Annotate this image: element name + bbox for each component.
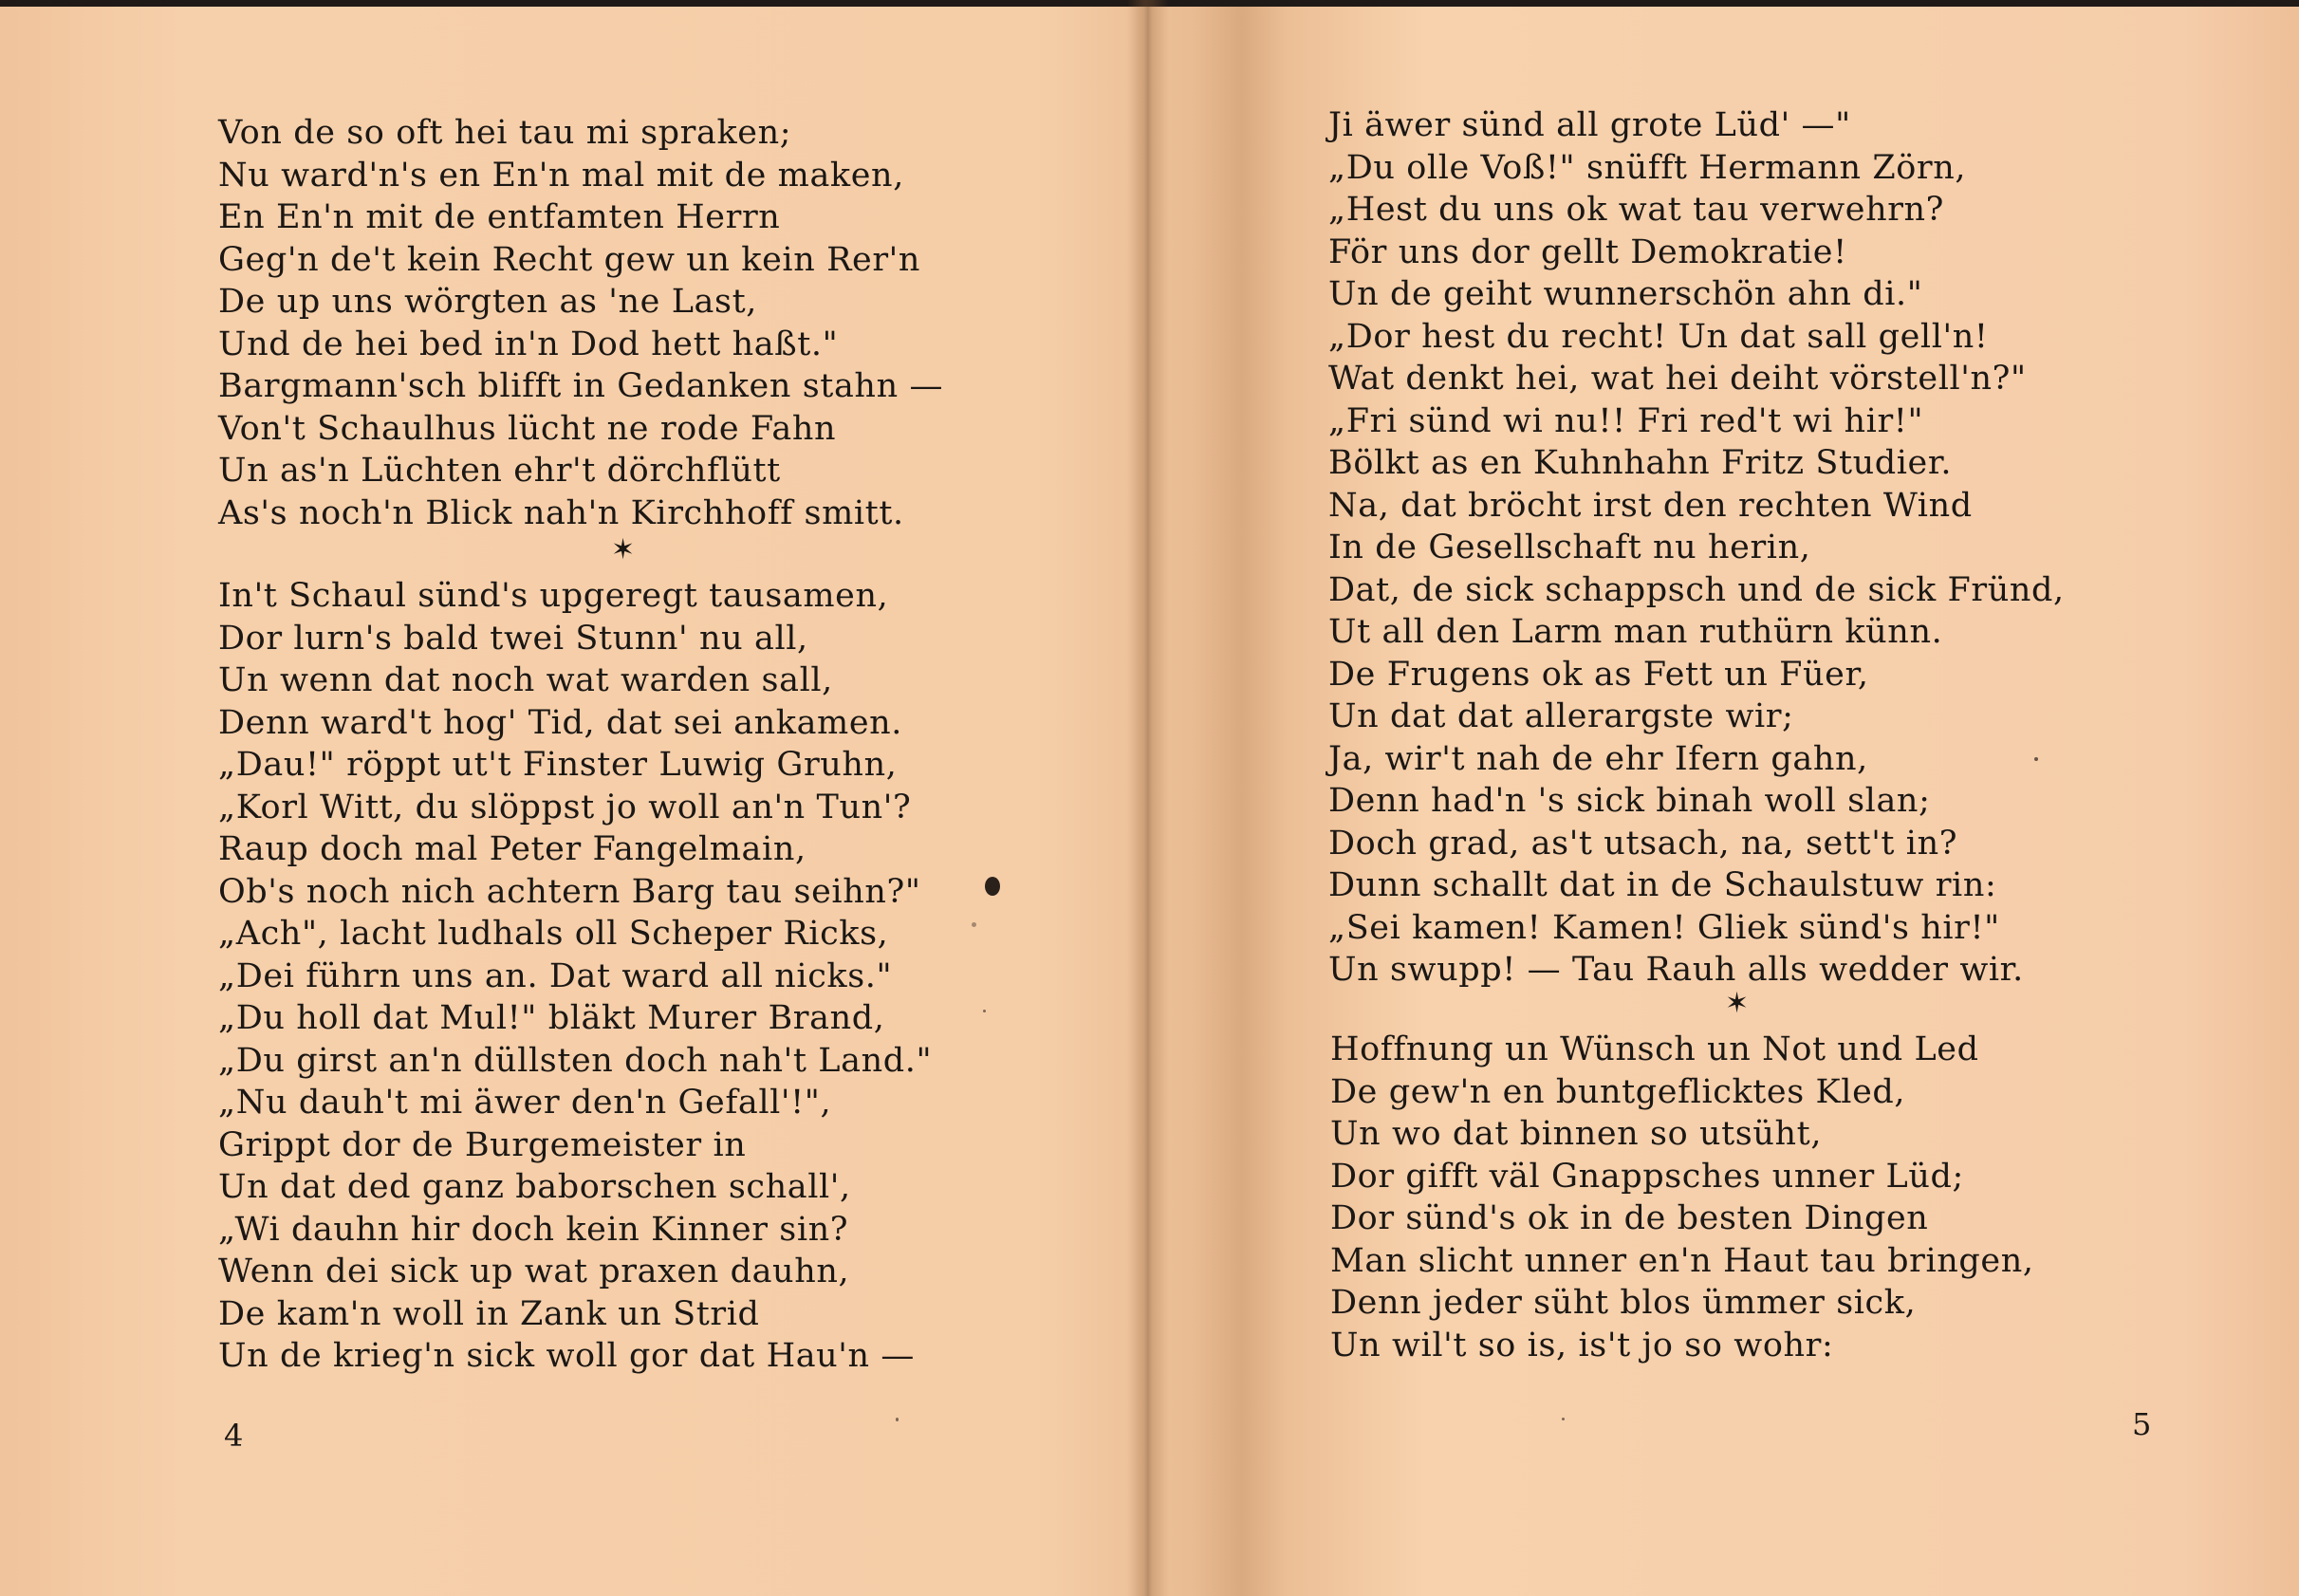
text-line: Dat, de sick schappsch und de sick Fründ, [1328,570,2065,609]
right-stanza-1 [1328,104,2065,992]
text-line: Denn ward't hog' Tid, dat sei ankamen. [218,703,903,742]
text-line: Un dat dat allerargste wir; [1328,697,1794,735]
text-line: Geg'n de't kein Recht gew un kein Rer'n [218,240,921,279]
text-line: „Dei führn uns an. Dat ward all nicks." [218,956,893,995]
text-line: Ji äwer sünd all grote Lüd' —" [1328,106,1851,144]
text-line: „Sei kamen! Kamen! Gliek sünd's hir!" [1328,908,2000,947]
text-line: Un wenn dat noch wat warden sall, [218,661,833,699]
text-line: Bargmann'sch blifft in Gedanken stahn — [218,367,944,405]
separator-star-icon: ✶ [611,533,636,566]
text-line: Von't Schaulhus lücht ne rode Fahn [218,409,837,448]
text-line: „Dau!" röppt ut't Finster Luwig Gruhn, [218,746,898,784]
text-line: Von de so oft hei tau mi spraken; [218,114,792,152]
text-line: „Du olle Voß!" snüfft Hermann Zörn, [1328,148,1967,187]
text-line: Ut all den Larm man ruthürn künn. [1328,613,1943,651]
text-line: Un swupp! — Tau Rauh alls wedder wir. [1328,951,2024,989]
ink-speck [972,922,976,927]
left-stanza-2 [218,575,932,1378]
left-stanza-1 [218,112,943,534]
right-page [1159,0,2299,1596]
text-line: Und de hei bed in'n Dod hett haßt." [218,325,839,363]
text-line: „Korl Witt, du slöppst jo woll an'n Tun'? [218,788,912,826]
text-line: Doch grad, as't utsach, na, sett't in? [1328,824,1958,863]
text-line: „Du girst an'n düllsten doch nah't Land." [218,1041,933,1080]
text-line: Na, dat bröcht irst den rechten Wind [1328,486,1973,525]
text-line: Denn had'n 's sick binah woll slan; [1328,782,1931,820]
separator-star-icon: ✶ [1725,987,1750,1020]
ink-speck [1562,1418,1565,1420]
text-line: „Fri sünd wi nu!! Fri red't wi hir!" [1328,401,1924,440]
text-line: Dor sünd's ok in de besten Dingen [1330,1199,1929,1237]
text-line: In de Gesellschaft nu herin, [1328,529,1811,566]
text-line: De Frugens ok as Fett un Füer, [1328,655,1869,694]
ink-blot [985,877,1000,896]
text-line: Wat denkt hei, wat hei deiht vörstell'n?" [1328,360,2027,398]
text-line: „Nu dauh't mi äwer den'n Gefall'!", [218,1084,832,1122]
text-line: Grippt dor de Burgemeister in [218,1125,747,1164]
text-line: Dunn schallt dat in de Schaulstuw rin: [1328,866,1997,904]
text-line: En En'n mit de entfamten Herrn [218,198,781,236]
right-stanza-2 [1330,1029,2034,1366]
text-line: Denn jeder süht blos ümmer sick, [1330,1284,1917,1322]
ink-speck [983,1010,986,1012]
page-number: 5 [2132,1406,2152,1442]
text-line: För uns dor gellt Demokratie! [1328,232,1847,271]
ink-speck [2034,757,2038,761]
text-line: Dor gifft väl Gnappsches unner Lüd; [1330,1157,1964,1196]
text-line: As's noch'n Blick nah'n Kirchhoff smitt. [218,493,904,532]
text-line: De kam'n woll in Zank un Strid [218,1294,760,1333]
text-line: Un as'n Lüchten ehr't dörchflütt [218,452,781,490]
text-line: Un dat ded ganz baborschen schall', [218,1168,851,1206]
text-line: „Dor hest du recht! Un dat sall gell'n! [1328,317,1989,356]
ink-speck [896,1418,899,1421]
text-line: „Du holl dat Mul!" bläkt Murer Brand, [218,999,885,1037]
text-line: Wenn dei sick up wat praxen dauhn, [218,1253,850,1290]
text-line: Un wil't so is, is't jo so wohr: [1330,1326,1834,1364]
text-line: Nu ward'n's en En'n mal mit de maken, [218,156,904,195]
text-line: „Wi dauhn hir doch kein Kinner sin? [218,1210,849,1249]
text-line: Un wo dat binnen so utsüht, [1330,1115,1823,1153]
text-line: Raup doch mal Peter Fangelmain, [218,830,807,868]
text-line: Un de krieg'n sick woll gor dat Hau'n — [218,1337,915,1375]
left-page [0,0,1139,1596]
text-line: Ja, wir't nah de ehr Ifern gahn, [1328,739,1868,778]
text-line: Un de geiht wunnerschön ahn di." [1328,275,1923,313]
text-line: In't Schaul sünd's upgeregt tausamen, [218,577,889,615]
page-number: 4 [224,1418,244,1454]
text-line: De up uns wörgten as 'ne Last, [218,283,757,321]
text-line: „Hest du uns ok wat tau verwehrn? [1328,191,1945,229]
text-line: Ob's noch nich achtern Barg tau seihn?" [218,872,921,911]
text-line: Hoffnung un Wünsch un Not und Led [1330,1030,1979,1068]
text-line: De gew'n en buntgeflicktes Kled, [1330,1072,1906,1111]
text-line: Dor lurn's bald twei Stunn' nu all, [218,619,808,658]
text-line: Man slicht unner en'n Haut tau bringen, [1330,1241,2034,1280]
text-line: „Ach", lacht ludhals oll Scheper Ricks, [218,915,889,953]
text-line: Bölkt as en Kuhnhahn Fritz Studier. [1328,444,1953,482]
